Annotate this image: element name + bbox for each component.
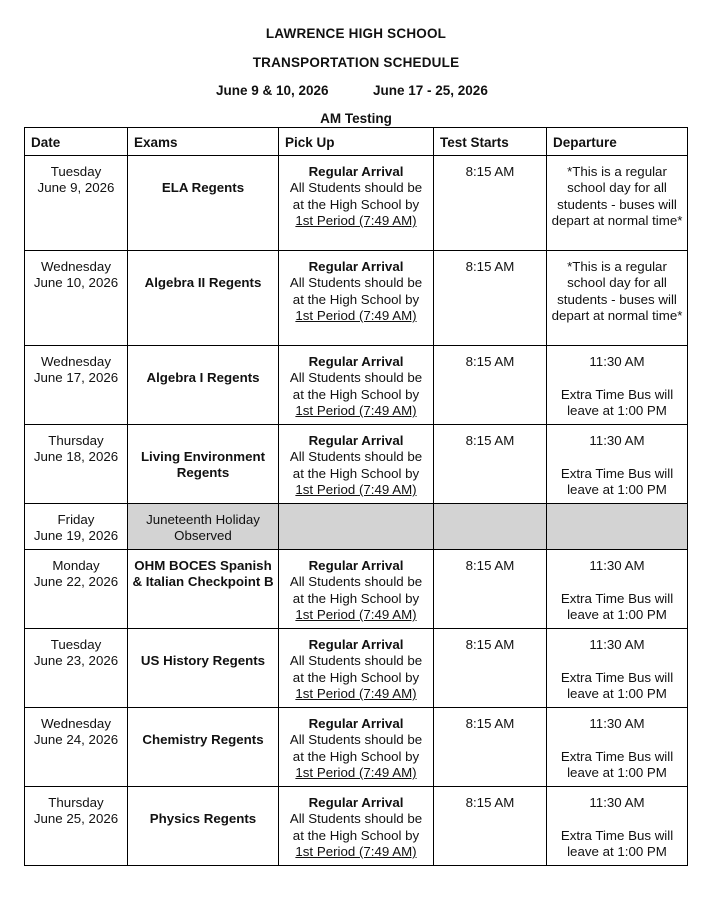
pickup-period: 1st Period (7:49 AM) — [295, 213, 417, 229]
pickup-text: All Students should be at the High School by — [289, 275, 423, 307]
departure-cell — [547, 156, 688, 251]
departure-time: 11:30 AM — [589, 795, 645, 810]
day-text: Wednesday — [41, 259, 111, 274]
pickup-text: All Students should be at the High School by — [289, 653, 423, 685]
pickup-cell — [279, 425, 434, 504]
departure-cell — [547, 787, 688, 866]
pickup-title: Regular Arrival — [308, 558, 404, 573]
table-row — [25, 346, 688, 425]
pickup-cell — [279, 251, 434, 346]
date-text: June 22, 2026 — [33, 574, 119, 590]
pickup-period: 1st Period (7:49 AM) — [295, 844, 417, 860]
date-cell — [25, 251, 128, 346]
departure-time: 11:30 AM — [589, 354, 645, 369]
date-text: June 25, 2026 — [33, 811, 119, 827]
date-text: June 9, 2026 — [37, 180, 115, 196]
pickup-cell — [279, 550, 434, 629]
pickup-title: Regular Arrival — [308, 716, 404, 731]
day-text: Thursday — [48, 795, 104, 810]
empty-cell — [434, 504, 547, 550]
date-cell — [25, 425, 128, 504]
pickup-title: Regular Arrival — [308, 164, 404, 179]
departure-time: 11:30 AM — [589, 558, 645, 573]
date-text: June 18, 2026 — [33, 449, 119, 465]
table-row — [25, 425, 688, 504]
column-header-date: Date — [25, 128, 128, 156]
date-cell — [25, 504, 128, 550]
pickup-title: Regular Arrival — [308, 637, 404, 652]
test-start-cell: 8:15 AM — [434, 251, 547, 346]
schedule-table — [24, 127, 688, 866]
exam-cell: Algebra I Regents — [128, 346, 279, 425]
pickup-period: 1st Period (7:49 AM) — [295, 686, 417, 702]
table-row — [25, 156, 688, 251]
date-text: June 17, 2026 — [33, 370, 119, 386]
day-text: Friday — [57, 512, 95, 527]
test-start-cell: 8:15 AM — [434, 550, 547, 629]
extra-time-note: Extra Time Bus will leave at 1:00 PM — [560, 590, 674, 623]
pickup-text: All Students should be at the High School by — [289, 449, 423, 481]
exam-cell: US History Regents — [128, 629, 279, 708]
date-text: June 19, 2026 — [33, 528, 119, 544]
column-header-exams: Exams — [128, 128, 279, 156]
extra-time-note: Extra Time Bus will leave at 1:00 PM — [560, 386, 674, 419]
date-cell — [25, 346, 128, 425]
exam-cell: Physics Regents — [128, 787, 279, 866]
column-header-pickup: Pick Up — [279, 128, 434, 156]
session-label: AM Testing — [320, 111, 392, 126]
table-row — [25, 629, 688, 708]
day-text: Monday — [52, 558, 100, 573]
day-text: Tuesday — [50, 164, 102, 179]
date-range-1: June 9 & 10, 2026 — [216, 83, 329, 98]
column-header-test-starts: Test Starts — [434, 128, 547, 156]
date-cell — [25, 787, 128, 866]
test-start-cell: 8:15 AM — [434, 787, 547, 866]
day-text: Wednesday — [41, 354, 111, 369]
test-start-cell: 8:15 AM — [434, 346, 547, 425]
empty-cell — [279, 504, 434, 550]
document-title: TRANSPORTATION SCHEDULE — [252, 55, 460, 70]
pickup-text: All Students should be at the High School by — [289, 811, 423, 843]
pickup-period: 1st Period (7:49 AM) — [295, 607, 417, 623]
pickup-title: Regular Arrival — [308, 795, 404, 810]
departure-time: 11:30 AM — [589, 637, 645, 652]
exam-cell: Algebra II Regents — [128, 251, 279, 346]
date-cell — [25, 629, 128, 708]
date-cell — [25, 156, 128, 251]
day-text: Thursday — [48, 433, 104, 448]
pickup-cell — [279, 787, 434, 866]
column-header-departure: Departure — [547, 128, 688, 156]
date-text: June 23, 2026 — [33, 653, 119, 669]
exam-cell: ELA Regents — [128, 156, 279, 251]
departure-cell — [547, 346, 688, 425]
day-text: Wednesday — [41, 716, 111, 731]
departure-cell — [547, 251, 688, 346]
school-name: LAWRENCE HIGH SCHOOL — [265, 26, 447, 41]
date-text: June 24, 2026 — [33, 732, 119, 748]
test-start-cell: 8:15 AM — [434, 156, 547, 251]
day-text: Tuesday — [50, 637, 102, 652]
pickup-period: 1st Period (7:49 AM) — [295, 482, 417, 498]
pickup-title: Regular Arrival — [308, 259, 404, 274]
date-range-2: June 17 - 25, 2026 — [373, 83, 488, 98]
extra-time-note: Extra Time Bus will leave at 1:00 PM — [560, 465, 674, 498]
departure-text: *This is a regular school day for all students - buses will depart at normal time* — [551, 259, 683, 324]
test-start-cell: 8:15 AM — [434, 629, 547, 708]
departure-cell — [547, 708, 688, 787]
extra-time-note: Extra Time Bus will leave at 1:00 PM — [560, 748, 674, 781]
extra-time-note: Extra Time Bus will leave at 1:00 PM — [560, 669, 674, 702]
table-row — [25, 251, 688, 346]
date-cell — [25, 550, 128, 629]
exam-cell: OHM BOCES Spanish & Italian Checkpoint B — [128, 550, 279, 629]
test-start-cell: 8:15 AM — [434, 425, 547, 504]
pickup-title: Regular Arrival — [308, 354, 404, 369]
date-cell — [25, 708, 128, 787]
pickup-period: 1st Period (7:49 AM) — [295, 765, 417, 781]
departure-cell — [547, 629, 688, 708]
departure-cell — [547, 425, 688, 504]
departure-time: 11:30 AM — [589, 433, 645, 448]
pickup-cell — [279, 708, 434, 787]
table-row — [25, 787, 688, 866]
pickup-cell — [279, 156, 434, 251]
departure-time: 11:30 AM — [589, 716, 645, 731]
date-text: June 10, 2026 — [33, 275, 119, 291]
empty-cell — [547, 504, 688, 550]
departure-cell — [547, 550, 688, 629]
pickup-period: 1st Period (7:49 AM) — [295, 403, 417, 419]
pickup-text: All Students should be at the High School by — [289, 370, 423, 402]
pickup-cell — [279, 346, 434, 425]
exam-cell: Chemistry Regents — [128, 708, 279, 787]
pickup-cell — [279, 629, 434, 708]
exam-cell: Living Environment Regents — [128, 425, 279, 504]
pickup-text: All Students should be at the High School by — [289, 180, 423, 212]
pickup-period: 1st Period (7:49 AM) — [295, 308, 417, 324]
table-row — [25, 708, 688, 787]
departure-text: *This is a regular school day for all students - buses will depart at normal time* — [551, 164, 683, 229]
pickup-text: All Students should be at the High School by — [289, 732, 423, 764]
table-row-holiday — [25, 504, 688, 550]
pickup-title: Regular Arrival — [308, 433, 404, 448]
test-start-cell: 8:15 AM — [434, 708, 547, 787]
table-header-row — [25, 128, 688, 156]
holiday-cell: Juneteenth Holiday Observed — [128, 504, 279, 550]
table-row — [25, 550, 688, 629]
pickup-text: All Students should be at the High School by — [289, 574, 423, 606]
extra-time-note: Extra Time Bus will leave at 1:00 PM — [560, 827, 674, 860]
